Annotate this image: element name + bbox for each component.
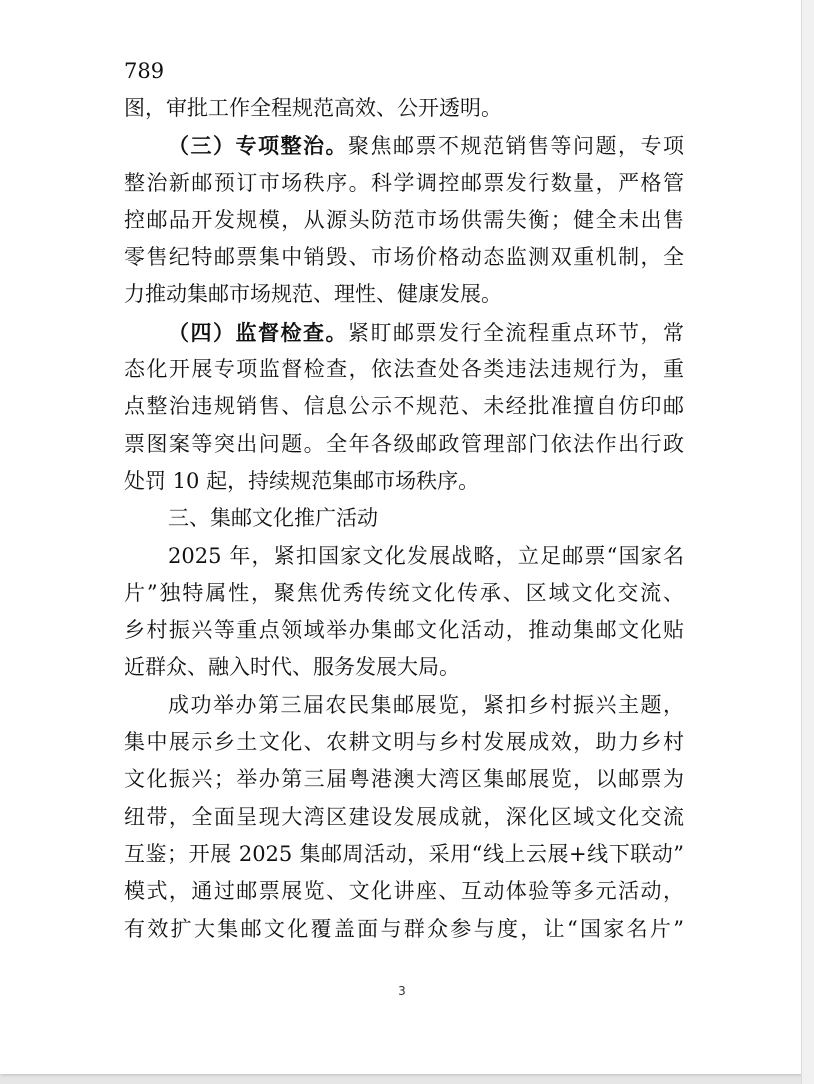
text-line: 处罚 10 起，持续规范集邮市场秩序。: [124, 468, 480, 493]
section-title-3: 三、集邮文化推广活动: [168, 506, 378, 531]
text-line: 近群众、融入时代、服务发展大局。: [124, 655, 460, 680]
text-line: 文化振兴；举办第三届粤港澳大湾区集邮展览，以邮票为: [124, 767, 684, 792]
paragraph-supervision: [124, 314, 684, 351]
text-line: 控邮品开发规模，从源头防范市场供需失衡；健全未出售: [124, 207, 684, 232]
text-line: 紧盯邮票发行全流程重点环节，常: [348, 320, 684, 345]
text-line: 乡村振兴等重点领域举办集邮文化活动，推动集邮文化贴: [124, 618, 684, 643]
text-line: 集中展示乡土文化、农耕文明与乡村发展成效，助力乡村: [124, 730, 684, 755]
text-line: 模式，通过邮票展览、文化讲座、互动体验等多元活动，: [124, 879, 684, 904]
vertical-scrollbar[interactable]: [801, 0, 814, 1084]
text-line: 零售纪特邮票集中销毁、市场价格动态监测双重机制，全: [124, 245, 684, 270]
text-line: 789: [124, 59, 165, 83]
text-line: 聚焦邮票不规范销售等问题，专项: [348, 134, 684, 159]
section-heading-3: （三）专项整治。: [168, 133, 348, 159]
text-line: 片”独特属性，聚焦优秀传统文化传承、区域文化交流、: [124, 580, 684, 605]
text-line: 纽带，全面呈现大湾区建设发展成就，深化区域文化交流: [124, 804, 684, 829]
page-number: 3: [398, 984, 406, 998]
text-line: 态化开展专项监督检查，依法查处各类违法违规行为，重: [124, 357, 684, 382]
text-line: 力推动集邮市场规范、理性、健康发展。: [124, 282, 502, 307]
text-line: 互鉴；开展 2025 集邮周活动，采用“线上云展+线下联动”: [124, 841, 685, 866]
text-line: 成功举办第三届农民集邮展览，紧扣乡村振兴主题，: [168, 692, 684, 717]
text-line: 2025 年，紧扣国家文化发展战略，立足邮票“国家名: [168, 543, 684, 568]
text-line: 图，审批工作全程规范高效、公开透明。: [124, 96, 502, 120]
text-line: 点整治违规销售、信息公示不规范、未经批准擅自仿印邮: [124, 394, 684, 419]
paragraph-special-rectification: [124, 127, 684, 164]
text-line: 整治新邮预订市场秩序。科学调控邮票发行数量，严格管: [124, 170, 684, 195]
text-line: 有效扩大集邮文化覆盖面与群众参与度，让“国家名片”: [124, 916, 684, 941]
section-heading-4: （四）监督检查。: [168, 319, 348, 345]
text-line: 票图案等突出问题。全年各级邮政管理部门依法作出行政: [124, 431, 684, 456]
page-body: [124, 52, 684, 948]
